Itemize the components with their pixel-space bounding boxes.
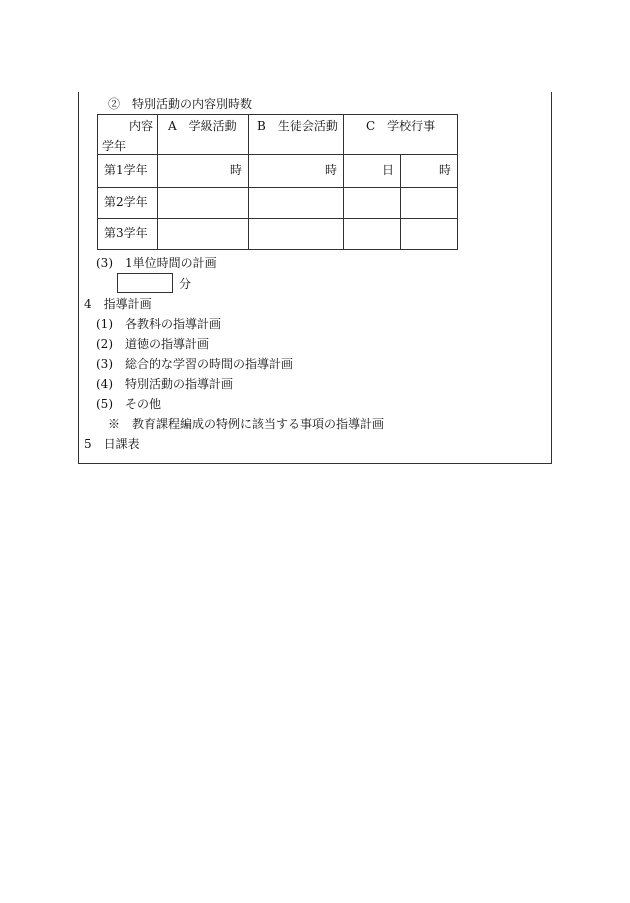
school-event-days-cell[interactable]: 日: [344, 155, 401, 188]
school-event-days-cell[interactable]: [344, 188, 401, 219]
class-activity-hours-cell[interactable]: [158, 219, 249, 250]
student-council-hours-cell[interactable]: [249, 219, 344, 250]
class-activity-hours-cell[interactable]: 時: [158, 155, 249, 188]
corner-content-label: 内容: [128, 119, 153, 133]
minutes-unit-label: 分: [179, 277, 192, 291]
school-event-hours-cell[interactable]: [401, 219, 458, 250]
special-activities-plan-item: (4) 特別活動の指導計画: [96, 377, 233, 391]
guidance-plan-heading: 4 指導計画: [84, 297, 152, 311]
corner-grade-label: 学年: [102, 139, 127, 153]
daily-schedule-heading: 5 日課表: [84, 437, 140, 451]
table-row: [98, 219, 458, 250]
special-activities-hours-heading: ② 特別活動の内容別時数: [108, 97, 253, 111]
student-council-hours-cell[interactable]: [249, 188, 344, 219]
special-curriculum-note: ※ 教育課程編成の特例に該当する事項の指導計画: [108, 417, 385, 431]
table-header-row: [98, 115, 458, 155]
integrated-study-plan-item: (3) 総合的な学習の時間の指導計画: [96, 357, 293, 371]
class-activity-hours-cell[interactable]: [158, 188, 249, 219]
minutes-input-box[interactable]: [117, 273, 173, 293]
corner-cell: [98, 115, 158, 155]
subject-plan-item: (1) 各教科の指導計画: [96, 317, 221, 331]
school-event-days-cell[interactable]: [344, 219, 401, 250]
table-row: [98, 155, 458, 188]
hours-table: [97, 114, 458, 250]
grade-label-cell: 第1学年: [98, 155, 158, 188]
school-event-hours-cell[interactable]: [401, 188, 458, 219]
school-event-hours-cell[interactable]: 時: [401, 155, 458, 188]
moral-plan-item: (2) 道徳の指導計画: [96, 337, 209, 351]
unit-time-plan-heading: (3) 1単位時間の計画: [96, 256, 217, 270]
grade-label-cell: 第3学年: [98, 219, 158, 250]
column-header-c: C 学校行事: [344, 115, 458, 155]
student-council-hours-cell[interactable]: 時: [249, 155, 344, 188]
grade-label-cell: 第2学年: [98, 188, 158, 219]
column-header-b: B 生徒会活動: [249, 115, 344, 155]
column-header-a: A 学級活動: [158, 115, 249, 155]
table-row: [98, 188, 458, 219]
other-item: (5) その他: [96, 397, 161, 411]
